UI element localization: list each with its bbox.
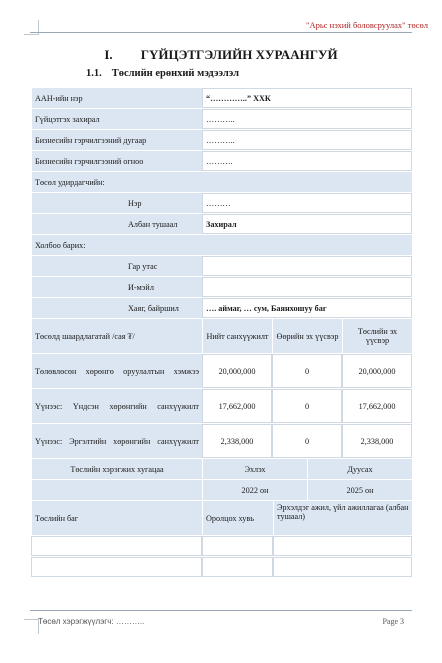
director-value[interactable]: ……….. bbox=[202, 109, 412, 129]
name-label: Нэр bbox=[31, 193, 202, 213]
team-label: Төслийн баг bbox=[31, 501, 202, 535]
header-rule bbox=[30, 32, 412, 33]
name-value[interactable]: ……… bbox=[202, 193, 412, 213]
budget-header-total: Нийт санхүүжилт bbox=[202, 319, 272, 353]
org-name-value[interactable]: “…………..” ХХК bbox=[202, 88, 412, 108]
director-label: Гүйцэтгэх захирал bbox=[31, 109, 202, 129]
budget-row-project[interactable]: 2,338,000 bbox=[342, 424, 412, 458]
budget-row-label-text: Үүнээс: Эргэлтийн хөрөнгийн санхүүжилт bbox=[35, 436, 199, 446]
team-role-cell[interactable] bbox=[202, 557, 273, 577]
budget-row-label-text: Үүнээс: Үндсэн хөрөнгийн санхүүжилт bbox=[35, 401, 199, 411]
header-title: "Арьс нэхий боловсруулах" төсөл bbox=[305, 20, 428, 30]
footer-rule bbox=[30, 610, 412, 611]
address-label: Хаяг, байршил bbox=[31, 298, 202, 318]
budget-row-total[interactable]: 17,662,000 bbox=[202, 389, 272, 423]
cert-no-label: Бизнесийн гэрчилгээний дугаар bbox=[31, 130, 202, 150]
team-row bbox=[31, 556, 412, 577]
project-info-table bbox=[31, 87, 412, 577]
section-title-text: ГҮЙЦЭТГЭЛИЙН ХУРААНГУЙ bbox=[140, 47, 338, 62]
team-experience-cell[interactable] bbox=[273, 557, 412, 577]
budget-row bbox=[31, 423, 412, 458]
subsection-title-text: Төслийн ерөнхий мэдээлэл bbox=[111, 68, 239, 79]
duration-start-value[interactable]: 2022 он bbox=[202, 480, 307, 500]
budget-header-row bbox=[31, 318, 412, 353]
subsection-number: 1.1. bbox=[86, 68, 102, 79]
budget-header-project: Төслийн эх үүсвэр bbox=[342, 319, 412, 353]
table-row bbox=[31, 234, 412, 255]
table-row bbox=[31, 108, 412, 129]
duration-header-row bbox=[31, 458, 412, 479]
team-member-cell[interactable] bbox=[31, 557, 202, 577]
footer-implementer: Төсөл хэрэгжүүлэгч: ……….. bbox=[38, 617, 145, 626]
budget-row-total[interactable]: 2,338,000 bbox=[202, 424, 272, 458]
budget-row-project[interactable]: 20,000,000 bbox=[342, 354, 412, 388]
budget-row-own[interactable]: 0 bbox=[272, 424, 342, 458]
table-row bbox=[31, 171, 412, 192]
cert-date-value[interactable]: ………. bbox=[202, 151, 412, 171]
table-row bbox=[31, 87, 412, 108]
team-experience-label: Эрхэлдэг ажил, үйл ажиллагаа (албан тушаал) bbox=[273, 501, 412, 535]
section-title bbox=[0, 47, 442, 63]
table-row bbox=[31, 192, 412, 213]
budget-header-own: Өөрийн эх үүсвэр bbox=[272, 319, 342, 353]
budget-row-label-text: Төлөвлөсөн хөрөнгө оруулалтын хэмжээ bbox=[35, 366, 199, 376]
table-row bbox=[31, 255, 412, 276]
duration-spacer-cell bbox=[31, 480, 202, 500]
table-row bbox=[31, 150, 412, 171]
team-header-row bbox=[31, 500, 412, 535]
budget-row-own[interactable]: 0 bbox=[272, 354, 342, 388]
budget-row bbox=[31, 388, 412, 423]
duration-start-label: Эхлэх bbox=[202, 459, 307, 479]
position-value[interactable]: Захирал bbox=[202, 214, 412, 234]
budget-header-label: Төсөлд шаардлагатай /сая ₮/ bbox=[31, 319, 202, 353]
team-experience-cell[interactable] bbox=[273, 536, 412, 556]
email-value[interactable] bbox=[202, 277, 412, 297]
org-name-label: ААН-ийн нэр bbox=[31, 88, 202, 108]
section-number: I. bbox=[104, 47, 113, 62]
page-number: Page 3 bbox=[382, 617, 404, 626]
table-row bbox=[31, 129, 412, 150]
cert-date-label: Бизнесийн гэрчилгээний огноо bbox=[31, 151, 202, 171]
position-label: Албан тушаал bbox=[31, 214, 202, 234]
team-row bbox=[31, 535, 412, 556]
duration-value-row bbox=[31, 479, 412, 500]
team-role-cell[interactable] bbox=[202, 536, 273, 556]
budget-row-project[interactable]: 17,662,000 bbox=[342, 389, 412, 423]
budget-row-own[interactable]: 0 bbox=[272, 389, 342, 423]
duration-end-label: Дуусах bbox=[307, 459, 412, 479]
phone-label: Гар утас bbox=[31, 256, 202, 276]
team-member-cell[interactable] bbox=[31, 536, 202, 556]
corner-mark-bottom-left bbox=[24, 619, 39, 634]
budget-row-label bbox=[31, 389, 202, 423]
address-value[interactable]: …. аймаг, … сум, Баянхошуу баг bbox=[202, 298, 412, 318]
table-row bbox=[31, 213, 412, 234]
subsection-title bbox=[86, 68, 239, 79]
table-row bbox=[31, 276, 412, 297]
cert-no-value[interactable]: ……….. bbox=[202, 130, 412, 150]
contact-label: Холбоо барих: bbox=[31, 235, 412, 255]
duration-end-value[interactable]: 2025 он bbox=[307, 480, 412, 500]
budget-row-label bbox=[31, 424, 202, 458]
email-label: И-мэйл bbox=[31, 277, 202, 297]
duration-label: Төслийн хэрэгжих хугацаа bbox=[31, 459, 202, 479]
table-row bbox=[31, 297, 412, 318]
manager-label: Төсөл удирдагчийн: bbox=[31, 172, 412, 192]
budget-row bbox=[31, 353, 412, 388]
phone-value[interactable] bbox=[202, 256, 412, 276]
budget-row-total[interactable]: 20,000,000 bbox=[202, 354, 272, 388]
team-role-label: Оролцох хувь bbox=[202, 501, 273, 535]
budget-row-label bbox=[31, 354, 202, 388]
